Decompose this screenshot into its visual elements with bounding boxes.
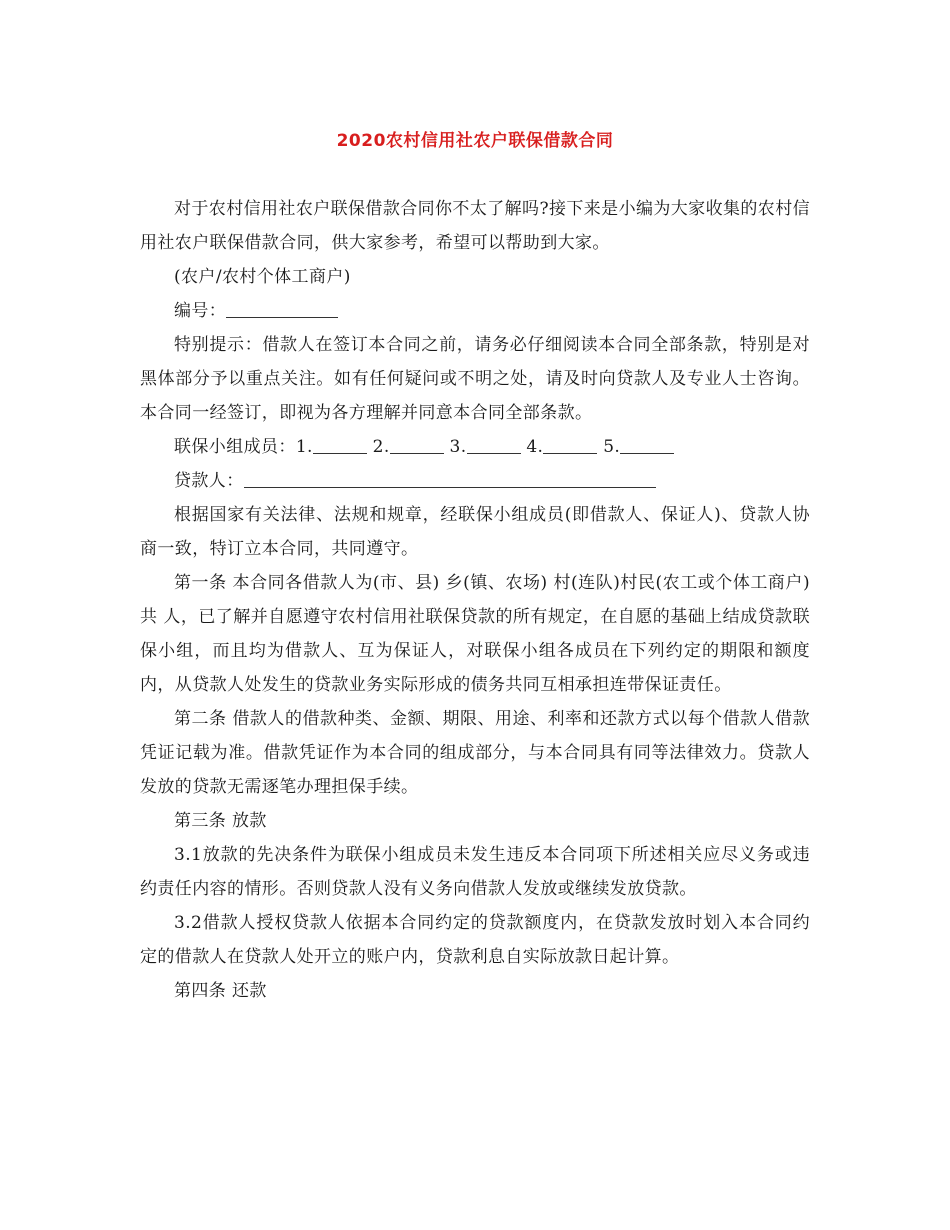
document-body (140, 192, 810, 1008)
article-4-heading: 第四条 还款 (174, 981, 267, 1001)
article-3-heading: 第三条 放款 (174, 811, 267, 831)
lender-line (140, 464, 810, 498)
member-4-blank (543, 433, 597, 454)
member-2-blank (390, 433, 444, 454)
subtitle-paragraph: (农户/农村个体工商户) (174, 267, 351, 287)
lender-blank (244, 467, 656, 488)
member-4-number: 4. (526, 437, 544, 457)
member-1-number: 1. (295, 437, 313, 457)
member-3-number: 3. (449, 437, 467, 457)
member-3-blank (467, 433, 521, 454)
article-2-paragraph: 第二条 借款人的借款种类、金额、期限、用途、利率和还款方式以每个借款人借款凭证记载为准。借款凭证作为本合同的组成部分，与本合同具有同等法律效力。贷款人发放的贷款无需逐笔办理担保手续。 (140, 709, 810, 797)
group-members-line (140, 430, 810, 464)
group-members-label: 联保小组成员： (174, 437, 296, 457)
clause-3-1-paragraph: 3.1放款的先决条件为联保小组成员未发生违反本合同项下所述相关应尽义务或违约责任内容的情形。否则贷款人没有义务向借款人发放或继续发放贷款。 (140, 845, 810, 899)
member-2-number: 2. (372, 437, 390, 457)
contract-number-line (140, 294, 810, 328)
contract-number-blank (226, 297, 338, 318)
member-5-number: 5. (603, 437, 621, 457)
contract-number-label: 编号： (174, 301, 227, 321)
basis-paragraph: 根据国家有关法律、法规和规章，经联保小组成员(即借款人、保证人)、贷款人协商一致，特订立本合同，共同遵守。 (140, 505, 810, 559)
clause-3-2-paragraph: 3.2借款人授权贷款人依据本合同约定的贷款额度内，在贷款发放时划入本合同约定的借款人在贷款人处开立的账户内，贷款利息自实际放款日起计算。 (140, 913, 810, 967)
special-notice-paragraph: 特别提示：借款人在签订本合同之前，请务必仔细阅读本合同全部条款，特别是对黑体部分予以重点关注。如有任何疑问或不明之处，请及时向贷款人及专业人士咨询。本合同一经签订，即视为各方理解并同意本合同全部条款。 (140, 335, 810, 423)
member-5-blank (620, 433, 674, 454)
document-title: 2020农村信用社农户联保借款合同 (336, 131, 614, 151)
member-1-blank (313, 433, 367, 454)
article-1-paragraph: 第一条 本合同各借款人为(市、县) 乡(镇、农场) 村(连队)村民(农工或个体工商户)共 人，已了解并自愿遵守农村信用社联保贷款的所有规定，在自愿的基础上结成贷款联保小组，而且均为借款人、互为保证人，对联保小组各成员在下列约定的期限和额度内，从贷款人处发生的贷款业务实际形成的债务共同互相承担连带保证责任。 (140, 573, 810, 695)
lender-label: 贷款人： (174, 471, 244, 491)
intro-paragraph: 对于农村信用社农户联保借款合同你不太了解吗?接下来是小编为大家收集的农村信用社农户联保借款合同，供大家参考，希望可以帮助到大家。 (140, 199, 810, 253)
